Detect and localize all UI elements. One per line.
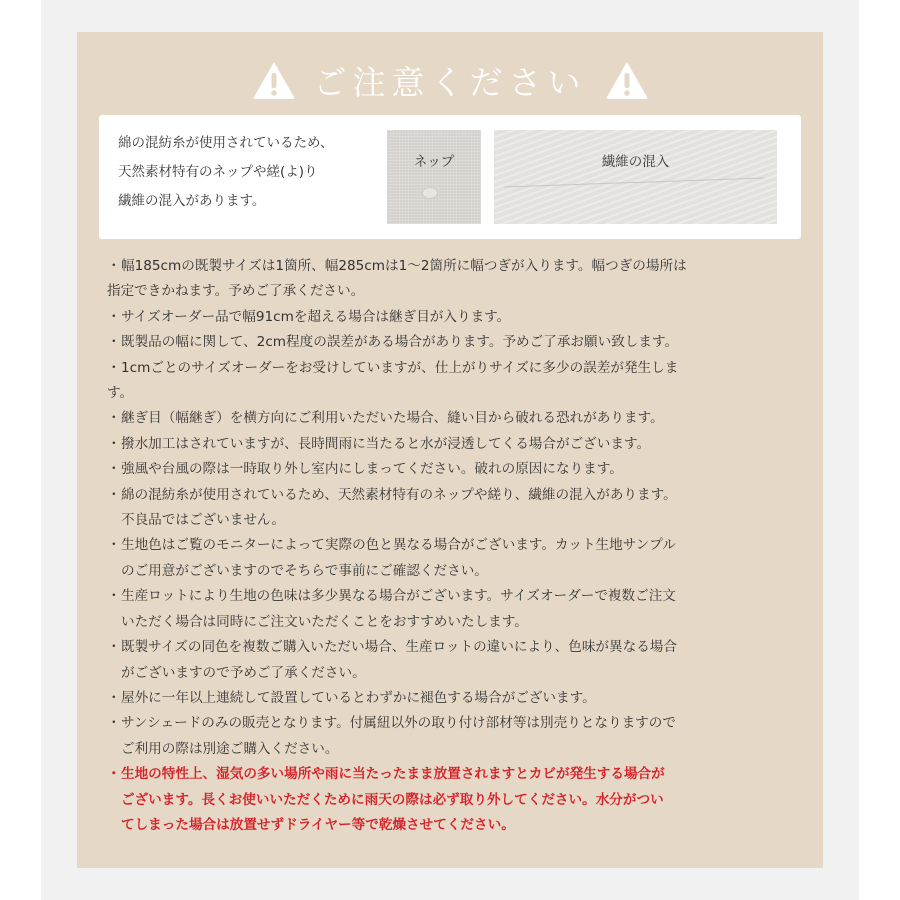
fiber-strand bbox=[504, 177, 764, 187]
bullet-mark: ・ bbox=[107, 588, 121, 605]
note-line: 強風や台風の際は一時取り外し室内にしまってください。破れの原因になります。 bbox=[121, 461, 623, 478]
note-item bbox=[107, 254, 807, 305]
fabric-info-card bbox=[99, 115, 801, 239]
note-item bbox=[107, 457, 807, 482]
fabric-info-line: 繊維の混入があります。 bbox=[118, 193, 266, 209]
bullet-mark: ・ bbox=[107, 435, 121, 452]
bullet-mark: ・ bbox=[107, 639, 121, 656]
bullet-mark: ・ bbox=[107, 689, 121, 706]
note-item bbox=[107, 711, 807, 762]
note-line: いただく場合は同時にご注文いただくことをおすすめいたします。 bbox=[121, 613, 528, 630]
bullet-mark: ・ bbox=[107, 308, 121, 325]
note-item bbox=[107, 406, 807, 431]
note-line: てしまった場合は放置せずドライヤー等で乾燥させてください。 bbox=[121, 816, 515, 833]
warning-icon bbox=[252, 60, 296, 100]
note-line: サンシェードのみの販売となります。付属紐以外の取り付け部材等は別売りとなりますので bbox=[121, 715, 676, 732]
note-line: 屋外に一年以上連続して設置しているとわずかに褪色する場合がございます。 bbox=[121, 689, 596, 706]
bullet-mark: ・ bbox=[107, 486, 121, 503]
note-line: 生産ロットにより生地の色味は多少異なる場合がございます。サイズオーダーで複数ご注文 bbox=[121, 588, 676, 605]
note-item bbox=[107, 330, 807, 355]
note-line: ご利用の際は別途ご購入ください。 bbox=[121, 740, 339, 757]
note-line: 生地色はご覧のモニターによって実際の色と異なる場合がございます。カット生地サンプル bbox=[121, 537, 676, 554]
bullet-mark: ・ bbox=[107, 359, 121, 376]
notes-list bbox=[107, 254, 807, 838]
nep-spot bbox=[423, 188, 437, 198]
notice-header bbox=[77, 54, 823, 106]
notice-panel bbox=[77, 32, 823, 868]
note-line: のご用意がございますのでそちらで事前にご確認ください。 bbox=[121, 562, 488, 579]
note-line: 撥水加工はされていますが、長時間雨に当たると水が浸透してくる場合がございます。 bbox=[121, 435, 651, 452]
fiber-swatch-label: 繊維の混入 bbox=[601, 154, 670, 170]
note-line: 綿の混紡糸が使用されているため、天然素材特有のネップや縒り、繊維の混入があります。 bbox=[121, 486, 677, 503]
note-item bbox=[107, 305, 807, 330]
bullet-mark: ・ bbox=[107, 258, 121, 274]
note-line: 指定できかねます。予めご了承ください。 bbox=[107, 283, 365, 300]
nep-swatch-label: ネップ bbox=[413, 154, 455, 170]
bullet-mark: ・ bbox=[107, 461, 121, 478]
note-line: 不良品ではございません。 bbox=[121, 512, 285, 529]
fabric-info-line: 綿の混紡糸が使用されているため、 bbox=[118, 135, 334, 151]
notice-title: ご注意ください bbox=[313, 62, 587, 102]
note-line: 1cmごとのサイズオーダーをお受けしていますが、仕上がりサイズに多少の誤差が発生しま bbox=[121, 359, 679, 376]
bullet-mark: ・ bbox=[107, 334, 121, 351]
note-line: 生地の特性上、湿気の多い場所や雨に当たったまま放置されますとカビが発生する場合が bbox=[121, 766, 665, 783]
bullet-mark: ・ bbox=[107, 715, 121, 732]
note-line: 継ぎ目（幅継ぎ）を横方向にご利用いただいた場合、縫い目から破れる恐れがあります。 bbox=[121, 410, 664, 427]
note-line: 既製品の幅に関して、2cm程度の誤差がある場合があります。予めご了承お願い致します。 bbox=[121, 334, 679, 351]
note-line: ございます。長くお使いいただくために雨天の際は必ず取り外してください。水分がつい bbox=[121, 791, 664, 808]
note-item bbox=[107, 635, 807, 686]
note-item bbox=[107, 356, 807, 407]
warning-icon bbox=[605, 60, 649, 100]
nep-swatch-image bbox=[387, 130, 481, 224]
fabric-info-text bbox=[118, 129, 388, 216]
note-item bbox=[107, 584, 807, 635]
note-line: がございますので予めご了承ください。 bbox=[121, 664, 366, 681]
note-item bbox=[107, 432, 807, 457]
note-item bbox=[107, 762, 807, 838]
bullet-mark: ・ bbox=[107, 410, 121, 427]
note-line: 幅185cmの既製サイズは1箇所、幅285cmは1～2箇所に幅つぎが入ります。幅つぎの場所は bbox=[121, 258, 687, 274]
note-item bbox=[107, 686, 807, 711]
note-line: す。 bbox=[107, 385, 134, 402]
fiber-swatch-image bbox=[494, 130, 777, 224]
fabric-info-line: 天然素材特有のネップや縒(よ)り bbox=[118, 164, 318, 180]
bullet-mark: ・ bbox=[107, 537, 121, 554]
note-line: 既製サイズの同色を複数ご購入いただい場合、生産ロットの違いにより、色味が異なる場合 bbox=[121, 639, 677, 656]
note-line: サイズオーダー品で幅91cmを超える場合は継ぎ目が入ります。 bbox=[121, 308, 511, 325]
bullet-mark: ・ bbox=[107, 766, 121, 783]
note-item bbox=[107, 483, 807, 534]
note-item bbox=[107, 533, 807, 584]
